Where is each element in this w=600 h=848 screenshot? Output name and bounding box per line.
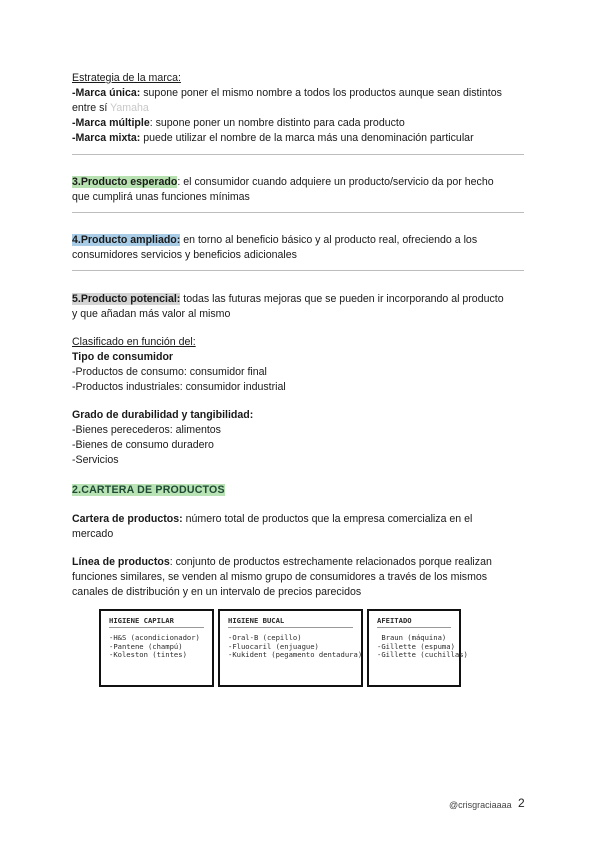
producto-ampliado-text-2: consumidores servicios y beneficios adicionales: [72, 249, 297, 261]
producto-ampliado-line: [72, 233, 477, 248]
linea-text: : conjunto de productos estrechamente relacionados porque realizan: [169, 556, 492, 568]
tipo-title: Tipo de consumidor: [72, 351, 174, 363]
cartera-label: Cartera de productos:: [72, 513, 183, 525]
section-heading: 2.CARTERA DE PRODUCTOS: [72, 484, 225, 496]
linea-label: Línea de productos: [72, 556, 170, 568]
linea-line: [72, 555, 492, 570]
list-item: -Productos de consumo: consumidor final: [72, 366, 267, 378]
producto-esperado-line: [72, 175, 494, 190]
clasificacion-title: Clasificado en función del:: [72, 336, 196, 348]
producto-ampliado-label: 4.Producto ampliado:: [72, 234, 181, 246]
list-item: -Servicios: [72, 454, 119, 466]
marca-multiple-label: -Marca múltiple: [72, 117, 150, 129]
cartera-text: número total de productos que la empresa comercializa en el: [182, 513, 473, 525]
marca-multiple-text: : supone poner un nombre distinto para cada producto: [149, 117, 405, 129]
divider: [72, 270, 524, 271]
grado-title-line: [72, 408, 253, 423]
page-number: 2: [518, 796, 525, 810]
box-list: [228, 634, 361, 659]
box-item: -Gillette (espuma): [377, 641, 455, 651]
marca-mixta-line: [72, 131, 474, 146]
marca-unica-label: -Marca única:: [72, 87, 141, 99]
box-item: Braun (máquina): [377, 633, 447, 643]
box-title: HIGIENE CAPILAR: [109, 617, 204, 628]
box-item: -Fluocaril (enjuague): [228, 641, 319, 651]
cartera-heading-line: [72, 483, 225, 498]
divider: [72, 154, 524, 155]
marca-unica-line: [72, 86, 502, 101]
grado-title: Grado de durabilidad y tangibilidad:: [72, 409, 254, 421]
box-item: -Gillette (cuchillas): [377, 650, 468, 660]
marca-unica-line-2: [72, 101, 149, 116]
tipo-title-line: [72, 350, 173, 365]
producto-esperado-text: : el consumidor cuando adquiere un producto/servicio da por hecho: [177, 176, 494, 188]
marca-mixta-text: puede utilizar el nombre de la marca más una denominación particular: [140, 132, 474, 144]
producto-potencial-label: 5.Producto potencial:: [72, 293, 181, 305]
producto-esperado-text-2: que cumplirá unas funciones mínimas: [72, 191, 250, 203]
author-handle: @crisgraciaaaa: [449, 800, 512, 810]
list-item: -Bienes perecederos: alimentos: [72, 424, 221, 436]
divider: [72, 212, 524, 213]
marca-unica-text: supone poner el mismo nombre a todos los productos aunque sean distintos: [140, 87, 502, 99]
marca-multiple-line: [72, 116, 405, 131]
box-title: HIGIENE BUCAL: [228, 617, 353, 628]
box-item: -Oral-B (cepillo): [228, 633, 302, 643]
box-item: -Koleston (tintes): [109, 650, 187, 660]
producto-ampliado-text: en torno al beneficio básico y al producto real, ofreciendo a los: [180, 234, 478, 246]
marca-unica-text-2: entre sí: [72, 102, 111, 114]
box-list: [109, 634, 212, 659]
box-list: [377, 633, 468, 660]
product-line-box-afeitado: [367, 609, 468, 687]
box-item: -H&S (acondicionador): [109, 633, 200, 643]
box-item: -Pantene (champú): [109, 641, 183, 651]
estrategia-title: Estrategia de la marca:: [72, 72, 181, 84]
list-item: -Productos industriales: consumidor industrial: [72, 381, 286, 393]
marca-unica-example: Yamaha: [110, 102, 149, 114]
marca-mixta-label: -Marca mixta:: [72, 132, 141, 144]
cartera-text-2: mercado: [72, 528, 114, 540]
box-item: -Kukident (pegamento dentadura): [228, 650, 363, 660]
producto-esperado-label: 3.Producto esperado: [72, 176, 178, 188]
product-line-box-bucal: [218, 609, 363, 687]
cartera-line: [72, 512, 472, 527]
list-item: -Bienes de consumo duradero: [72, 439, 214, 451]
producto-potencial-text-2: y que añadan más valor al mismo: [72, 308, 231, 320]
producto-potencial-line: [72, 292, 504, 307]
linea-text-3: canales de distribución y en un intervalo de precios parecidos: [72, 586, 362, 598]
producto-potencial-text: todas las futuras mejoras que se pueden ir incorporando al producto: [180, 293, 504, 305]
box-title: AFEITADO: [377, 617, 451, 628]
linea-text-2: funciones similares, se venden al mismo grupo de consumidores a través de los mismos: [72, 571, 488, 583]
product-line-box-capilar: [99, 609, 214, 687]
